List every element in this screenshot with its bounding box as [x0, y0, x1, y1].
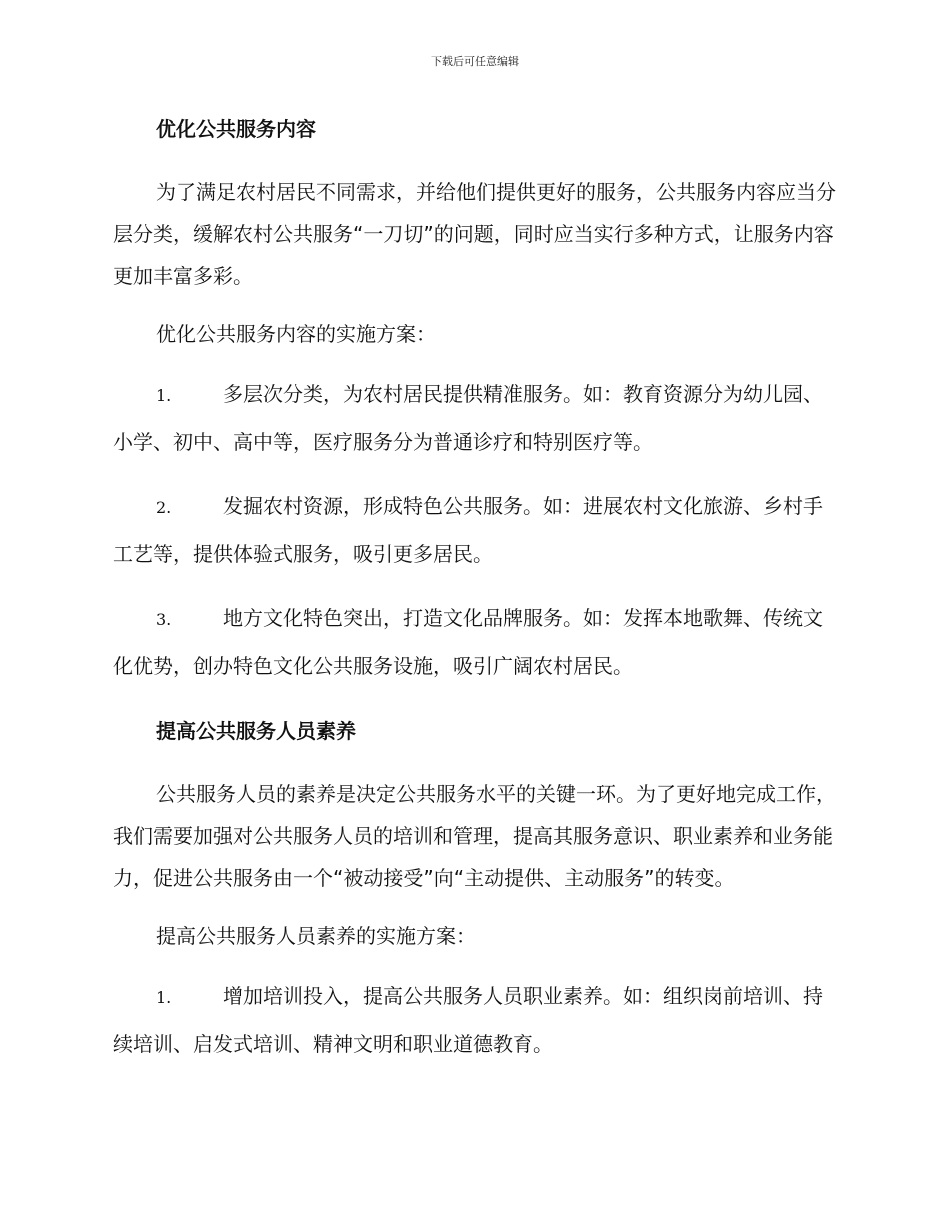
document-body [113, 105, 838, 1085]
list-item [113, 595, 838, 690]
list-item-text: 地方文化特色突出，打造文化品牌服务。如：发挥本地歌舞、传统文化优势，创办特色文化公共服务设施，吸引广阔农村居民。 [113, 606, 823, 678]
list-item-text: 多层次分类，为农村居民提供精准服务。如：教育资源分为幼儿园、小学、初中、高中等，医疗服务分为普通诊疗和特别医疗等。 [113, 382, 823, 454]
list-item [113, 973, 838, 1068]
plan-title: 提高公共服务人员素养的实施方案： [156, 924, 476, 948]
list-number: 1. [156, 386, 172, 405]
list-item-text: 增加培训投入，提高公共服务人员职业素养。如：组织岗前培训、持续培训、启发式培训、精神文明和职业道德教育。 [113, 984, 823, 1056]
section-intro-paragraph: 公共服务人员的素养是决定公共服务水平的关键一环。为了更好地完成工作，我们需要加强对公共服务人员的培训和管理，提高其服务意识、职业素养和业务能力，促进公共服务由一个“被动接受”向“主动提供、主动服务”的转变。 [113, 782, 836, 890]
list-number: 1. [156, 988, 172, 1007]
page-header: 下载后可任意编辑 [431, 55, 519, 68]
section-heading-optimize-content: 优化公共服务内容 [156, 117, 316, 141]
list-number: 2. [156, 498, 172, 517]
list-item-text: 发掘农村资源，形成特色公共服务。如：进展农村文化旅游、乡村手工艺等，提供体验式服务，吸引更多居民。 [113, 494, 823, 566]
list-number: 3. [156, 610, 172, 629]
section-heading-staff-quality: 提高公共服务人员素养 [156, 719, 356, 743]
section-intro-paragraph: 为了满足农村居民不同需求，并给他们提供更好的服务，公共服务内容应当分层分类，缓解农村公共服务“一刀切”的问题，同时应当实行多种方式，让服务内容更加丰富多彩。 [113, 180, 836, 288]
list-item [113, 483, 838, 578]
plan-title: 优化公共服务内容的实施方案： [156, 322, 436, 346]
list-item [113, 371, 838, 466]
